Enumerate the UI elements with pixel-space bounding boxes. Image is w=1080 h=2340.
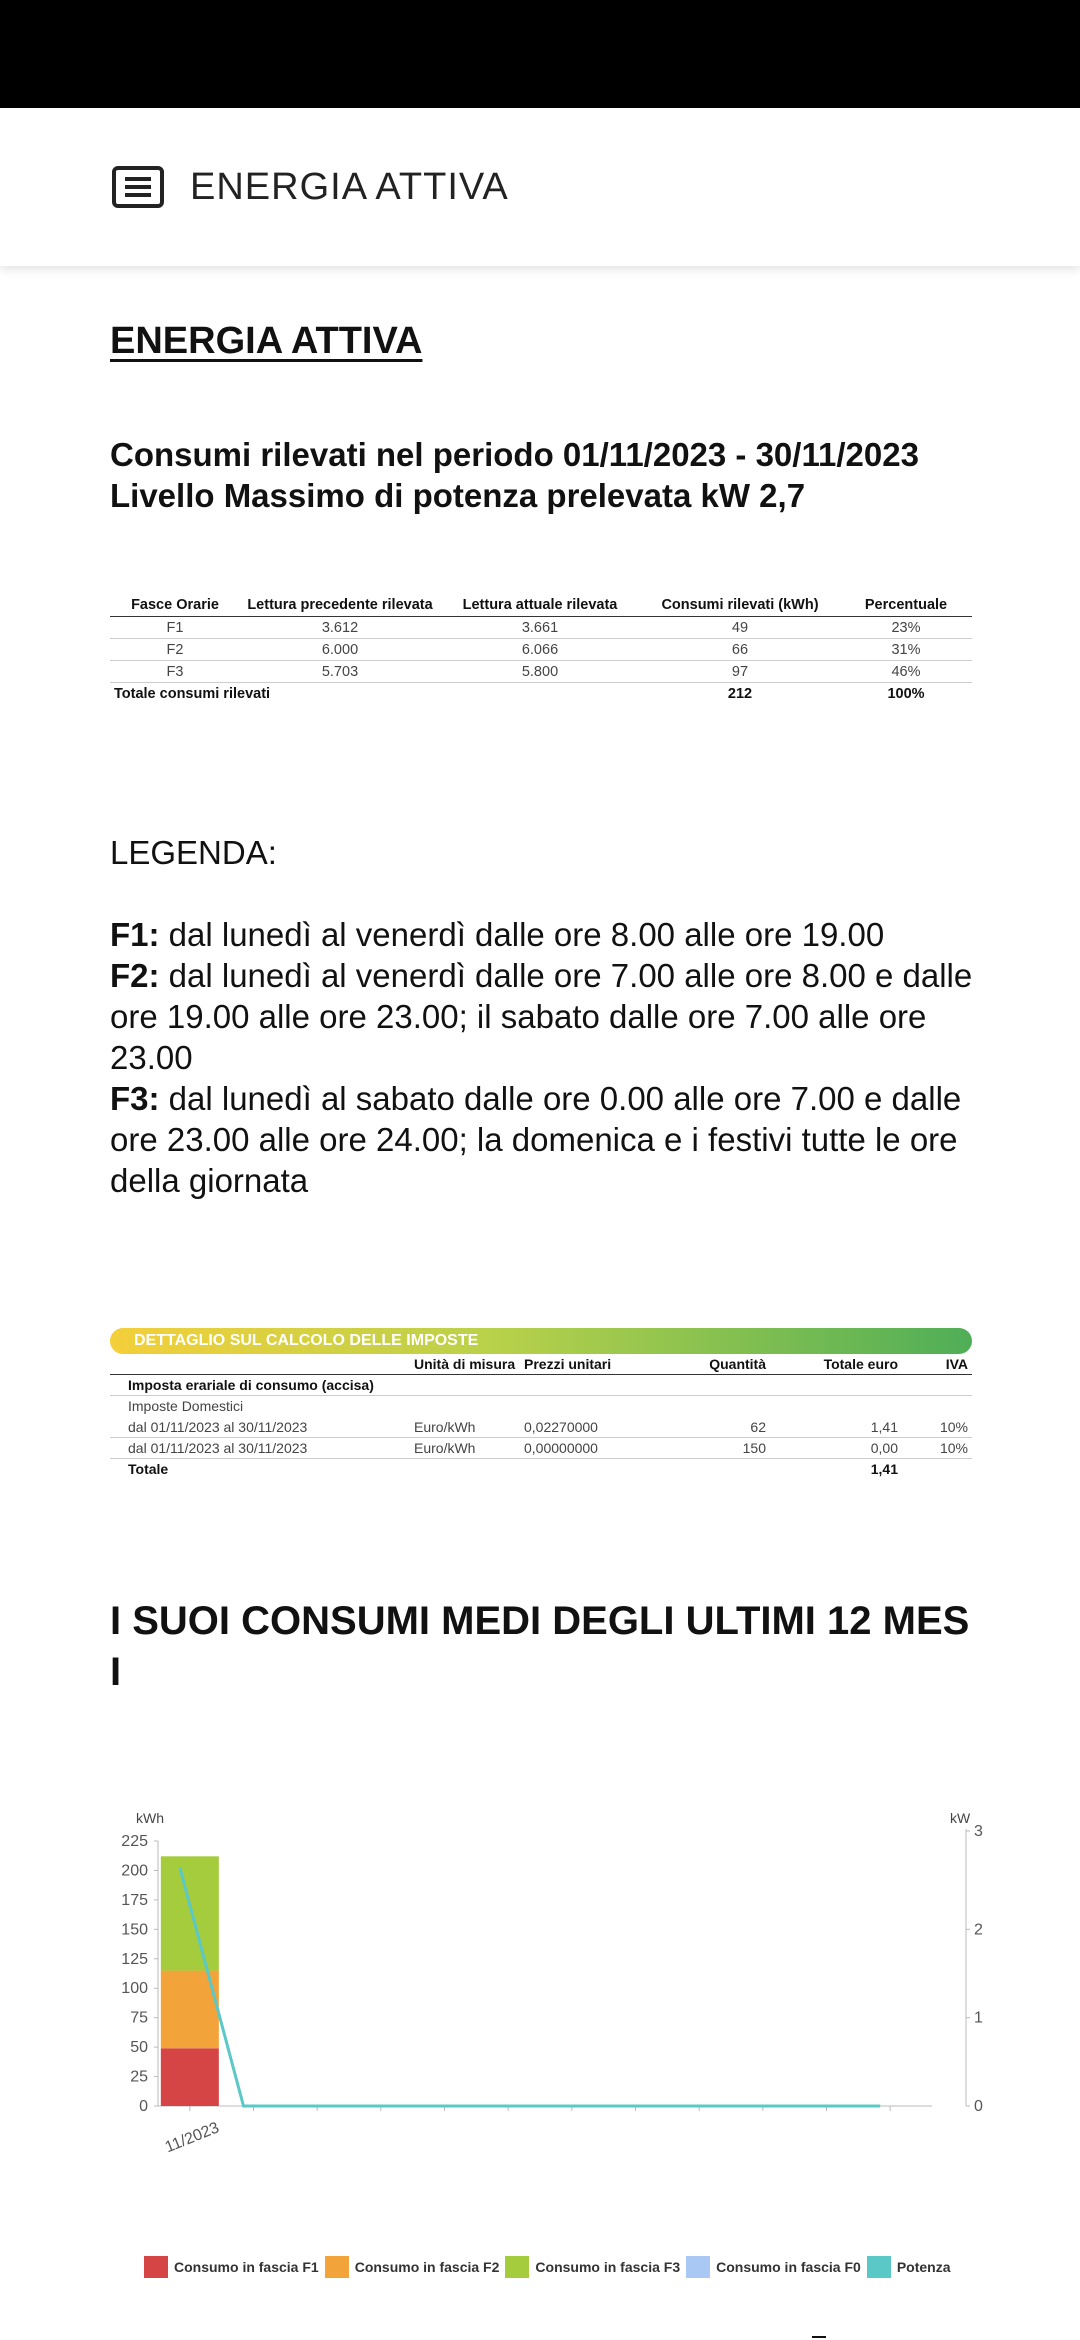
legend-swatch [144,2256,168,2278]
y-tick-label: 150 [121,1921,148,1939]
legend-entry [325,2256,500,2278]
y-tick-label: 25 [130,2068,148,2086]
legend-entry [686,2256,861,2278]
page-fragment [812,2336,826,2338]
cell: 0,00 [770,1438,902,1459]
table-row [110,639,972,661]
page-title: ENERGIA ATTIVA [110,320,423,362]
cell [902,1459,972,1480]
cell: dal 01/11/2023 al 30/11/2023 [110,1417,410,1438]
col-iva: IVA [902,1354,972,1375]
cell: F2 [110,639,240,661]
total-value: 1,41 [870,1461,898,1478]
total-row [110,1459,972,1480]
cell: 0,00000000 [520,1438,660,1459]
legend-label: Consumo in fascia F3 [535,2259,681,2275]
cell: 62 [660,1417,770,1438]
document-list-icon[interactable] [112,166,164,208]
y-tick-label: 225 [121,1833,148,1850]
col-empty [110,1354,410,1375]
legend-text: dal lunedì al venerdì dalle ore 7.00 alle ore 8.00 e dalle ore 19.00 alle ore 23.00; il sabato dalle ore 7.00 alle ore 23.00 [110,957,973,1076]
y2-tick-label: 0 [974,2098,983,2115]
y-axis-unit: kWh [136,1810,164,1826]
period-info [110,434,1010,516]
table-row [110,661,972,683]
cell: 5.703 [240,661,440,683]
y-tick-label: 75 [130,2009,148,2027]
y2-tick-label: 1 [974,2009,983,2027]
legend-swatch [867,2256,891,2278]
y2-tick-label: 2 [974,1921,983,1939]
legend-key: F3: [110,1080,160,1117]
subgroup-title: Imposte Domestici [128,1398,244,1415]
y-tick-label: 200 [121,1862,148,1880]
col-fasce: Fasce Orarie [131,597,219,613]
cell: 46% [840,661,972,683]
legend-swatch [686,2256,710,2278]
legend-block [110,832,980,1201]
legend-label: Consumo in fascia F0 [716,2259,861,2275]
col-total: Totale euro [770,1354,902,1375]
y-tick-label: 175 [121,1891,148,1909]
cell: 3.612 [240,617,440,639]
bar-segment [161,2048,219,2106]
cell: 66 [640,639,840,661]
tax-table [110,1354,972,1480]
cell: 10% [902,1417,972,1438]
chart-svg [110,1796,983,2236]
col-perc: Percentuale [864,597,948,613]
legend-entry [505,2256,680,2278]
tax-detail [110,1328,972,1480]
cell: Euro/kWh [410,1438,520,1459]
y2-tick-label: 3 [974,1823,983,1840]
y2-axis-unit: kW [950,1810,971,1826]
legend-text: dal lunedì al venerdì dalle ore 8.00 alle ore 19.00 [159,916,885,953]
legend-entry [144,2256,319,2278]
consumption-chart [110,1796,983,2236]
cell: 31% [840,639,972,661]
bar-segment [161,1856,219,1970]
period-line: Consumi rilevati nel periodo 01/11/2023 - 30/11/2023 [110,436,919,473]
legend-key: F2: [110,957,160,994]
legend-item-f2 [110,955,980,1078]
potenza-line [180,1868,880,2107]
legend-entry [867,2256,951,2278]
col-qty: Quantità [660,1354,770,1375]
section-title: I SUOI CONSUMI MEDI DEGLI ULTIMI 12 MESI [110,1599,970,1694]
table-row [110,1417,972,1438]
subgroup-row [110,1396,972,1417]
col-unit: Unità di misura [410,1354,520,1375]
y-tick-label: 100 [121,1980,148,1998]
legend-label: Consumo in fascia F1 [174,2259,319,2275]
total-label: Totale consumi rilevati [114,685,271,702]
legend-item-f3 [110,1078,980,1201]
x-tick-label: 11/2023 [162,2119,222,2157]
cell: 150 [660,1438,770,1459]
legend-label: Potenza [896,2259,951,2275]
cell: 10% [902,1438,972,1459]
consumption-table [110,592,972,705]
cell: 23% [840,617,972,639]
col-prev: Lettura precedente rilevata [247,597,433,613]
total-perc: 100% [887,685,925,702]
legend-item-f1 [110,914,980,955]
table-row [110,1438,972,1459]
y-tick-label: 125 [121,1950,148,1968]
group-row [110,1375,972,1396]
tax-header: DETTAGLIO SUL CALCOLO DELLE IMPOSTE [110,1328,972,1354]
app-bar-title: ENERGIA ATTIVA [190,165,509,208]
col-curr: Lettura attuale rilevata [462,597,618,613]
total-row [110,683,972,705]
legend-swatch [325,2256,349,2278]
cell: dal 01/11/2023 al 30/11/2023 [110,1438,410,1459]
app-bar [0,108,1080,266]
legend-title: LEGENDA: [110,834,277,871]
cell: 6.000 [240,639,440,661]
cell: 5.800 [440,661,640,683]
y-tick-label: 50 [130,2039,148,2057]
chart-legend [144,2256,957,2278]
cell: 0,02270000 [520,1417,660,1438]
total-cons: 212 [727,685,753,702]
table-row [110,617,972,639]
cell: 6.066 [440,639,640,661]
cell [520,1459,660,1480]
legend-label: Consumo in fascia F2 [354,2259,500,2275]
y-tick-label: 0 [139,2098,148,2115]
max-power-line: Livello Massimo di potenza prelevata kW 2,7 [110,477,806,514]
total-label: Totale [128,1461,169,1478]
cell: 49 [640,617,840,639]
cell [660,1459,770,1480]
cell: Euro/kWh [410,1417,520,1438]
cell: 3.661 [440,617,640,639]
col-cons: Consumi rilevati (kWh) [661,597,819,613]
status-bar [0,0,1080,108]
cell: F1 [110,617,240,639]
col-price: Prezzi unitari [520,1354,660,1375]
cell: 97 [640,661,840,683]
cell: 1,41 [770,1417,902,1438]
legend-text: dal lunedì al sabato dalle ore 0.00 alle ore 7.00 e dalle ore 23.00 alle ore 24.00; la domenica e i festivi tutte le ore della giornata [110,1080,962,1199]
cell [410,1459,520,1480]
cell: F3 [110,661,240,683]
legend-swatch [505,2256,529,2278]
legend-key: F1: [110,916,160,953]
group-title: Imposta erariale di consumo (accisa) [110,1375,972,1396]
